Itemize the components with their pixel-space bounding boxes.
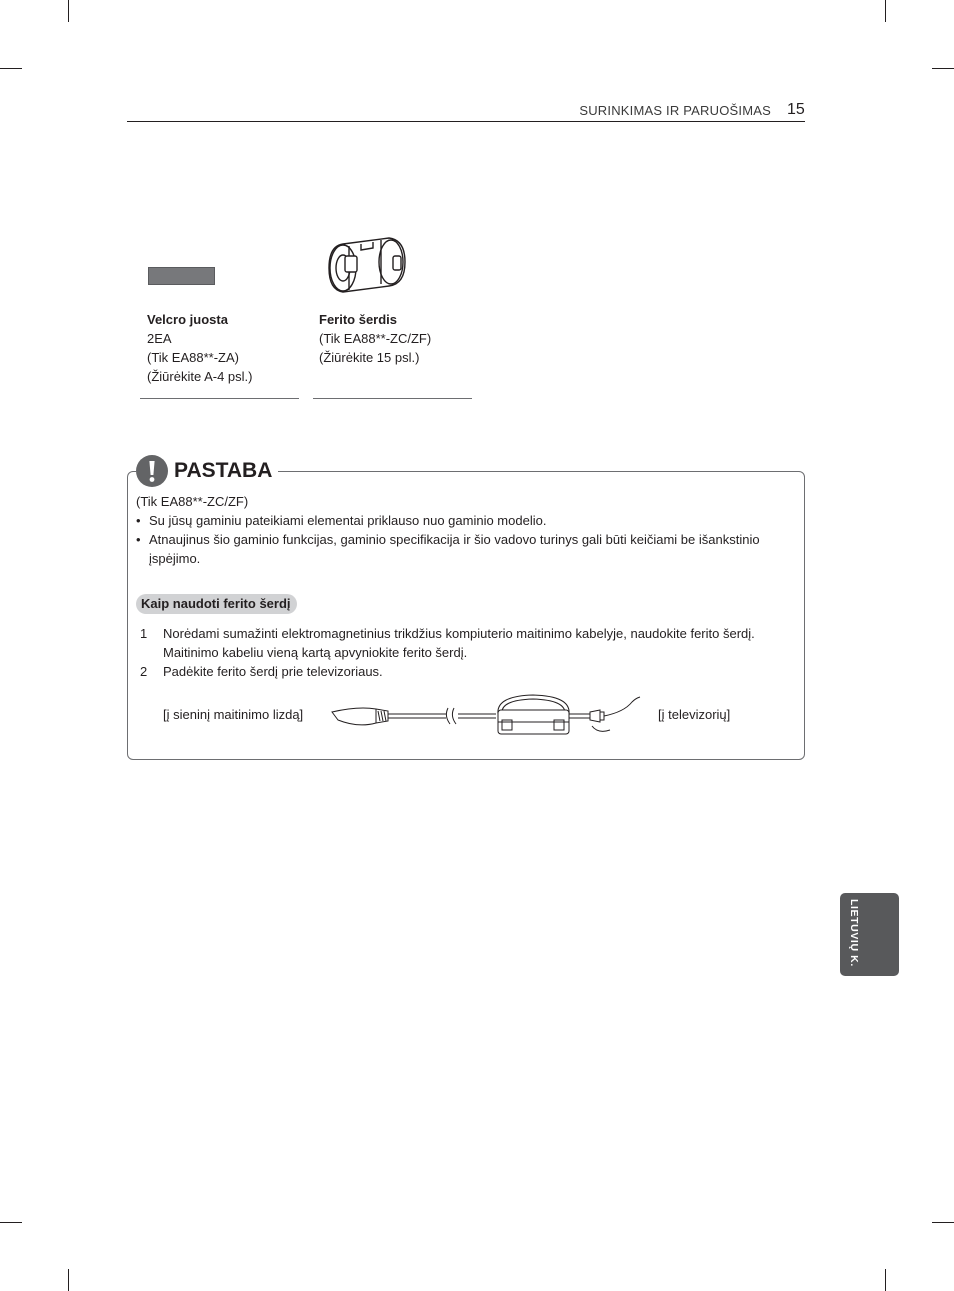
exclamation-icon: [136, 455, 168, 487]
cable-diagram: [328, 690, 643, 740]
crop-mark: [885, 0, 886, 22]
crop-mark: [932, 68, 954, 69]
accessory-name: Ferito šerdis: [319, 312, 398, 327]
item-rule: [140, 398, 299, 399]
wall-outlet-label: [į sieninį maitinimo lizdą]: [163, 707, 304, 722]
step-number: 1: [140, 626, 148, 641]
bullet-text: Su jūsų gaminiu pateikiami elementai priklauso nuo gaminio modelio.: [149, 513, 547, 528]
crop-mark: [885, 1269, 886, 1291]
crop-mark: [932, 1222, 954, 1223]
note-title: PASTABA: [174, 459, 273, 482]
bullet-text: Atnaujinus šio gaminio funkcijas, gaminio specifikacija ir šio vadovo turinys gali būti keičiami be išankstinio įspėjimo.: [149, 532, 760, 566]
bullet-dot: •: [136, 513, 141, 528]
item-rule: [313, 398, 472, 399]
accessory-detail: (Tik EA88**-ZC/ZF): [319, 331, 432, 346]
step-text: Padėkite ferito šerdį prie televizoriaus.: [163, 664, 383, 679]
section-title: SURINKIMAS IR PARUOŠIMAS: [579, 103, 771, 118]
step-number: 2: [140, 664, 148, 679]
crop-mark: [68, 1269, 69, 1291]
velcro-strip-image: [148, 267, 215, 285]
howto-heading: Kaip naudoti ferito šerdį: [136, 594, 297, 614]
language-tab-label: LIETUVIŲ K.: [848, 899, 860, 967]
accessory-name: Velcro juosta: [147, 312, 228, 327]
accessory-detail: 2EA: [147, 331, 172, 346]
page-number: 15: [787, 101, 805, 118]
crop-mark: [68, 0, 69, 22]
bullet-dot: •: [136, 532, 141, 547]
tv-label: [į televizorių]: [658, 707, 731, 722]
crop-mark: [0, 1222, 22, 1223]
crop-mark: [0, 68, 22, 69]
accessory-detail: (Žiūrėkite A-4 psl.): [147, 369, 253, 384]
accessory-detail: (Žiūrėkite 15 psl.): [319, 350, 420, 365]
ferrite-core-image: [325, 234, 411, 296]
model-note: (Tik EA88**-ZC/ZF): [136, 494, 249, 509]
accessory-detail: (Tik EA88**-ZA): [147, 350, 239, 365]
note-header: [136, 454, 278, 488]
step-text: Norėdami sumažinti elektromagnetinius trikdžius kompiuterio maitinimo kabelyje, naudokite ferito šerdį. Maitinimo kabeliu vieną kartą apvyniokite ferito šerdį.: [163, 626, 755, 660]
accessory-ferrite: [319, 310, 479, 367]
accessory-velcro: [147, 310, 307, 386]
header-rule: [127, 121, 805, 122]
